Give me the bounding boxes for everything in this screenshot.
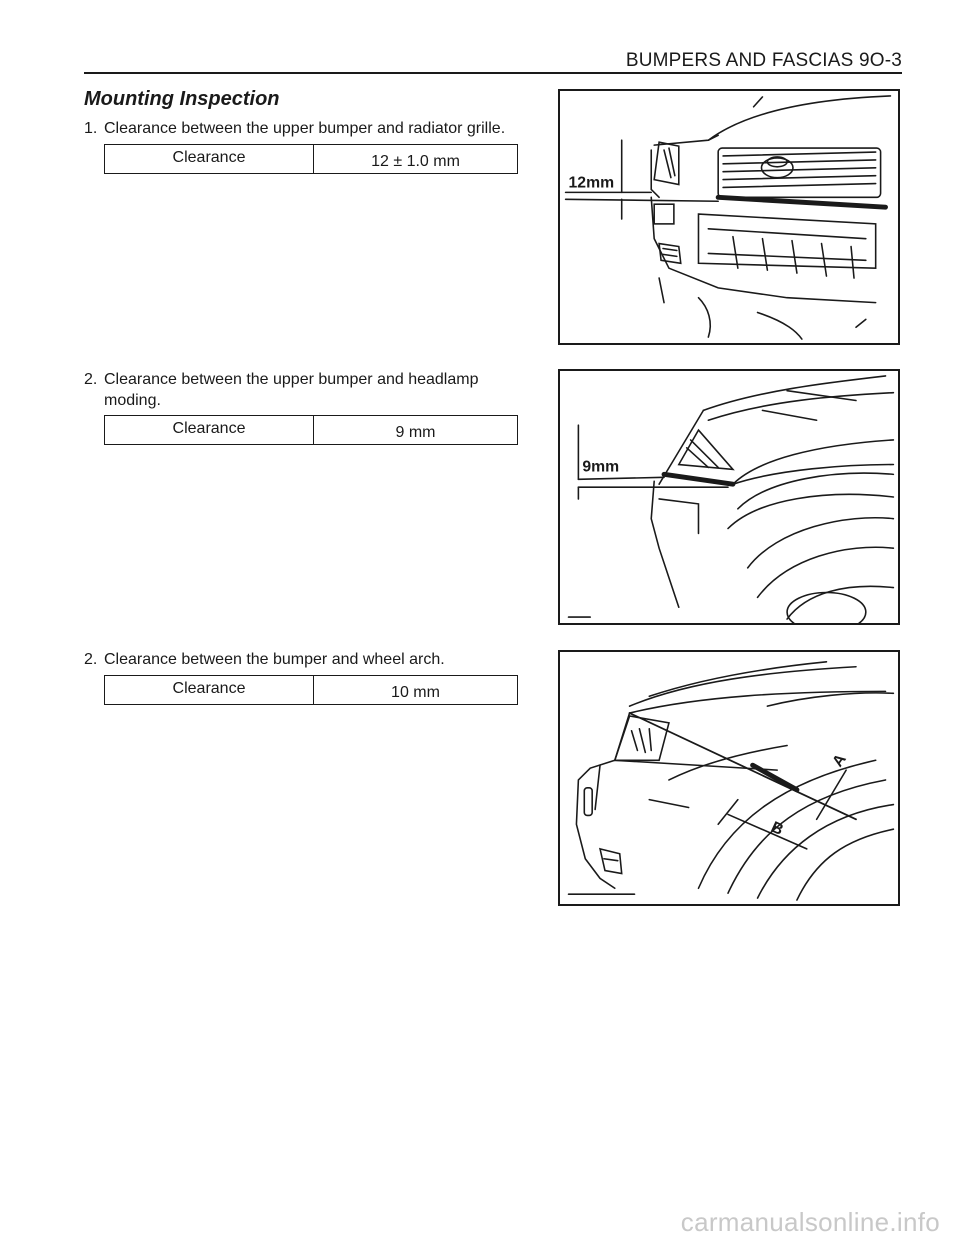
item-3-spec-table [104,675,518,705]
item-1-text [84,118,518,139]
item-1-spec-value: 12 ± 1.0 mm [371,153,460,170]
item-1-description: Clearance between the upper bumper and radiator grille. [104,120,506,137]
figure-wheel-arch-clearance [558,650,900,906]
item-2-number: 2. [84,371,98,388]
grille-dimension-label: 12mm [568,174,615,192]
header-divider [84,72,902,74]
grille-illustration [560,91,898,343]
item-2-text [84,369,518,411]
item-3-spec-value: 10 mm [391,684,440,701]
item-3-text [84,649,518,670]
figure-headlamp-clearance [558,369,900,625]
item-1-number: 1. [84,120,98,137]
headlamp-illustration [560,371,898,623]
wheel-arch-label-a: A [829,751,850,771]
item-2-description-line2: moding. [104,392,161,409]
item-2-spec-label: Clearance [105,416,314,444]
item-3-description: Clearance between the bumper and wheel arch. [104,651,445,668]
site-watermark: carmanualsonline.info [680,1207,940,1237]
figure-grille-clearance [558,89,900,345]
item-2-spec-table [104,415,518,445]
item-1-spec-label: Clearance [105,145,314,173]
wheel-arch-illustration [560,652,898,904]
wheel-arch-label-b: B [768,818,786,839]
item-3-spec-label: Clearance [105,676,314,704]
item-1-spec-table [104,144,518,174]
section-title: Mounting Inspection [84,88,280,110]
page-header-title: BUMPERS AND FASCIAS 9O-3 [625,50,902,71]
headlamp-dimension-label: 9mm [582,458,620,476]
item-3-number: 2. [84,651,98,668]
item-2-spec-value: 9 mm [395,424,436,441]
item-2-description-line1: Clearance between the upper bumper and headlamp [104,371,479,388]
